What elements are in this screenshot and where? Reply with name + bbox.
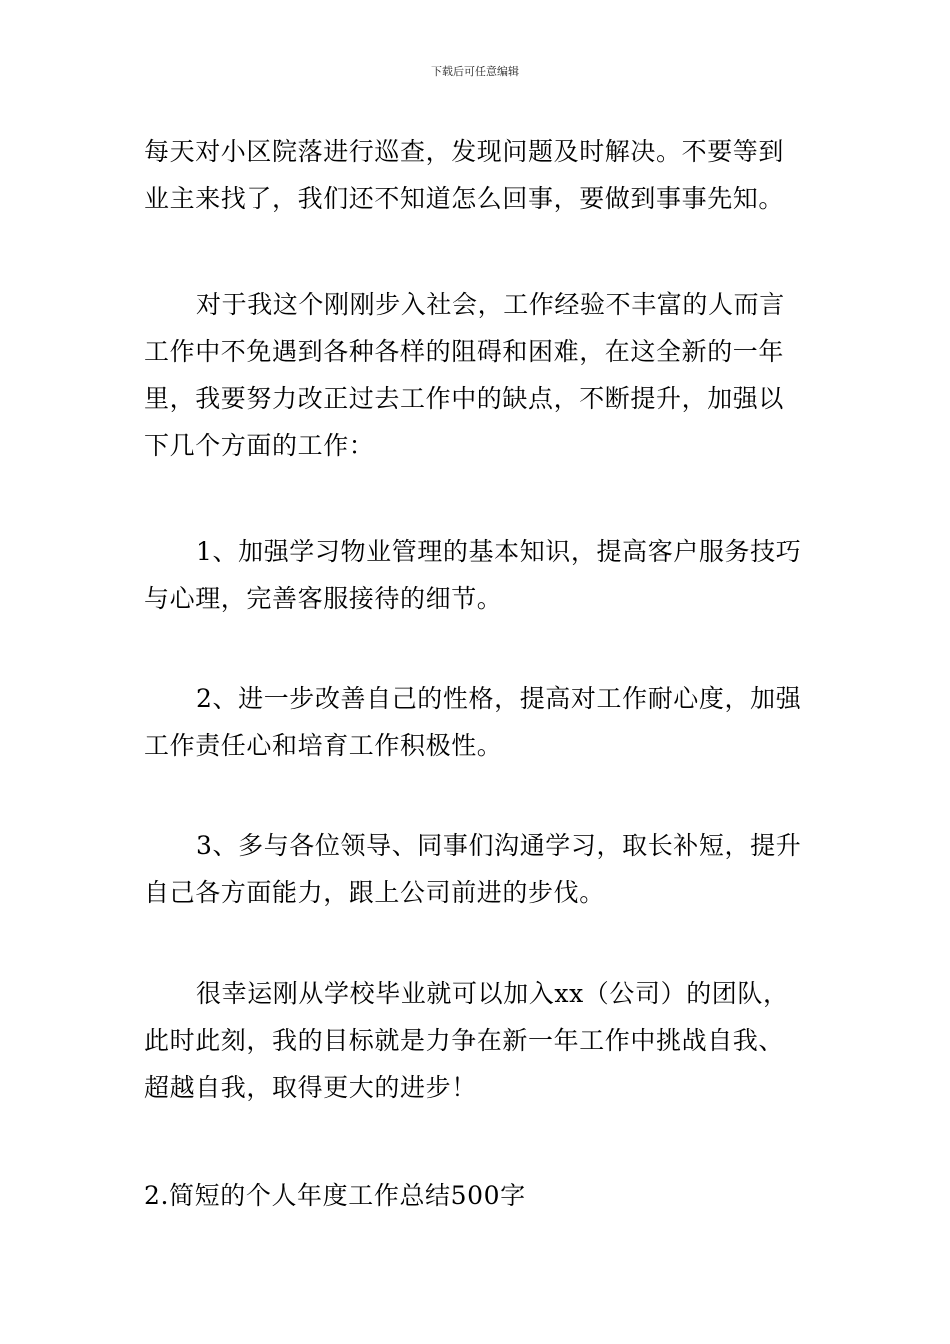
paragraph-goal: 很幸运刚从学校毕业就可以加入xx（公司）的团队，此时此刻，我的目标就是力争在新一年工作中挑战自我、超越自我，取得更大的进步！ <box>144 979 789 1102</box>
list-item-3: 3、多与各位领导、同事们沟通学习，取长补短，提升自己各方面能力，跟上公司前进的步伐。 <box>144 831 802 907</box>
list-item-1: 1、加强学习物业管理的基本知识，提高客户服务技巧与心理，完善客服接待的细节。 <box>144 537 802 613</box>
page-header-note: 下载后可任意编辑 <box>431 65 519 78</box>
paragraph-new-year-plan: 对于我这个刚刚步入社会，工作经验不丰富的人而言工作中不免遇到各种各样的阻碍和困难，在这全新的一年里，我要努力改正过去工作中的缺点，不断提升，加强以下几个方面的工作： <box>144 290 785 460</box>
list-item-2: 2、进一步改善自己的性格，提高对工作耐心度，加强工作责任心和培育工作积极性。 <box>144 684 802 760</box>
paragraph-inspection: 每天对小区院落进行巡查，发现问题及时解决。不要等到业主来找了，我们还不知道怎么回事，要做到事事先知。 <box>144 137 785 213</box>
section-heading: 2.简短的个人年度工作总结500字 <box>144 1181 526 1210</box>
